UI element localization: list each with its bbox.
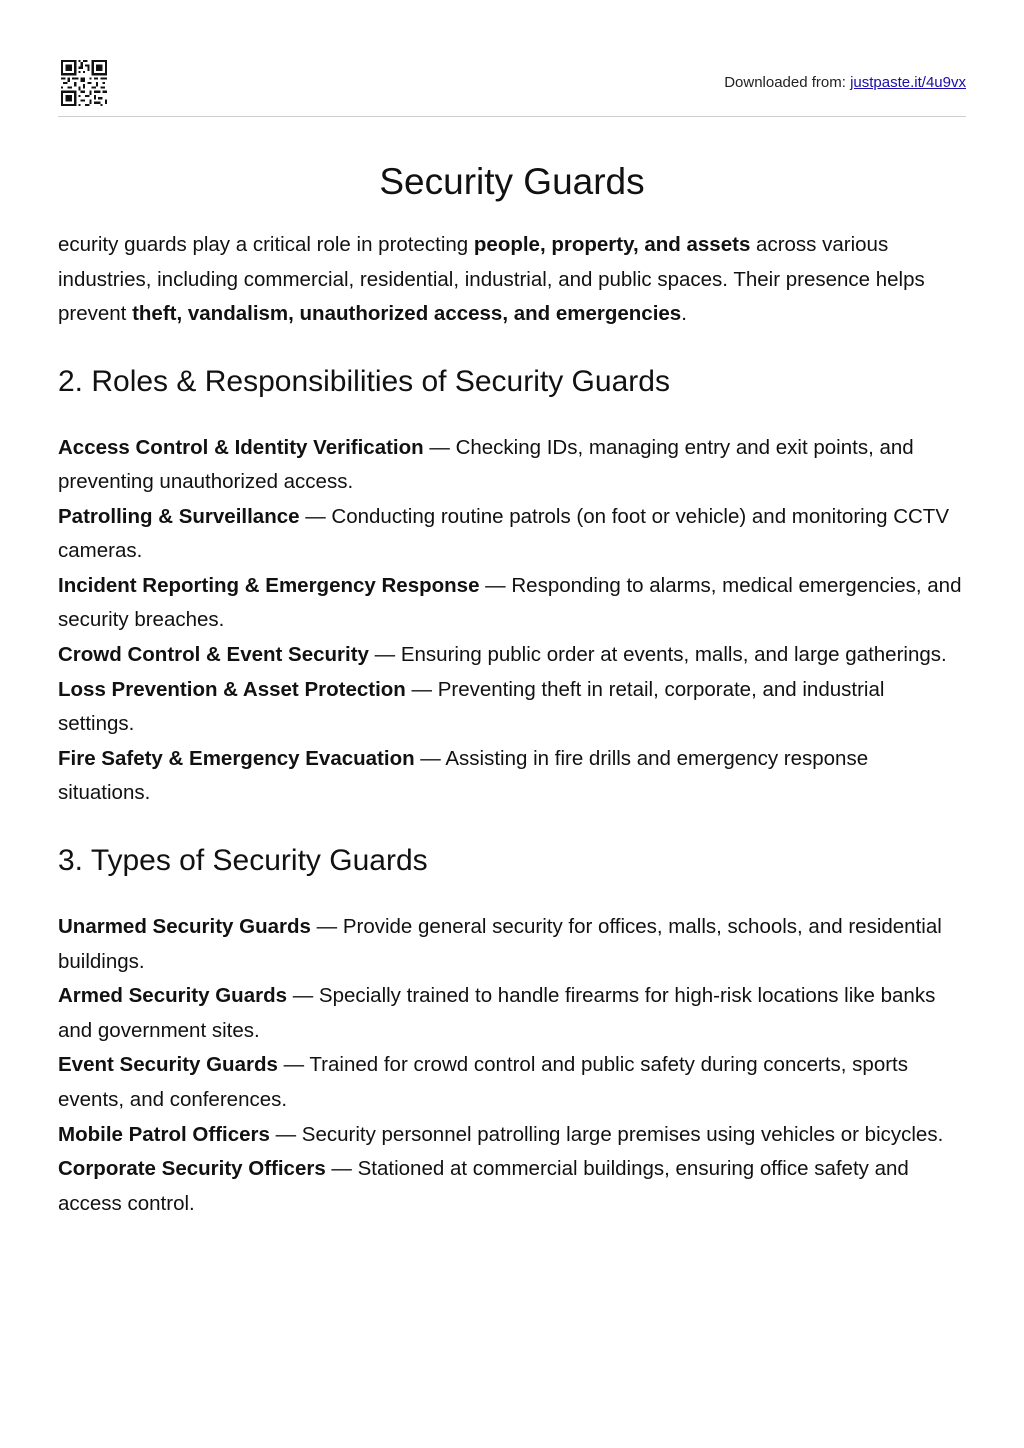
intro-paragraph — [58, 228, 966, 332]
item-description: — Preventing theft in retail, corporate, and industrial settings. — [58, 677, 885, 736]
item-description: — Specially trained to handle firearms for high-risk locations like banks and government sites. — [58, 984, 936, 1042]
item-term: Patrolling & Surveillance — [58, 504, 300, 528]
intro-text-3: . — [681, 302, 687, 325]
item-description: — Trained for crowd control and public safety during concerts, sports events, and conferences. — [58, 1053, 908, 1111]
page-header — [58, 0, 966, 117]
item-term: Corporate Security Officers — [58, 1157, 326, 1181]
item-term: Crowd Control & Event Security — [58, 643, 369, 667]
types-list — [58, 910, 966, 1221]
roles-list — [58, 431, 966, 812]
item-term: Armed Security Guards — [58, 984, 287, 1008]
intro-emphasis-1: people, property, and assets — [473, 233, 751, 256]
list-item — [58, 979, 966, 1048]
list-item — [58, 500, 966, 569]
roles-heading: 2. Roles & Responsibilities of Security Guards — [58, 364, 670, 398]
download-source — [724, 74, 966, 91]
item-term: Access Control & Identity Verification — [58, 435, 424, 459]
item-term: Loss Prevention & Asset Protection — [58, 677, 406, 701]
intro-emphasis-2: theft, vandalism, unauthorized access, and emergencies — [132, 302, 682, 325]
intro-text-2: across various industries, including commercial, residential, industrial, and public spaces. Their presence helps prevent — [58, 233, 925, 325]
list-item — [58, 638, 966, 673]
list-item — [58, 910, 966, 979]
item-description: — Provide general security for offices, malls, schools, and residential buildings. — [58, 915, 942, 973]
qr-code-icon — [61, 60, 107, 106]
list-item — [58, 431, 966, 500]
list-item — [58, 569, 966, 638]
item-term: Incident Reporting & Emergency Response — [58, 573, 480, 597]
item-description: — Ensuring public order at events, malls, and large gatherings. — [368, 643, 947, 667]
list-item — [58, 673, 966, 742]
item-description: — Security personnel patrolling large premises using vehicles or bicycles. — [269, 1122, 944, 1146]
list-item — [58, 1118, 966, 1153]
types-heading: 3. Types of Security Guards — [58, 844, 428, 878]
document-body — [58, 228, 966, 1221]
intro-text-1: ecurity guards play a critical role in protecting — [58, 233, 474, 256]
document-page — [58, 0, 966, 1215]
list-item — [58, 742, 966, 811]
list-item — [58, 1048, 966, 1117]
download-prefix: Downloaded from: — [724, 74, 851, 91]
list-item — [58, 1152, 966, 1221]
item-term: Mobile Patrol Officers — [58, 1122, 270, 1146]
page-title: Security Guards — [379, 161, 645, 202]
item-description: — Stationed at commercial buildings, ensuring office safety and access control. — [58, 1157, 909, 1215]
item-description: — Checking IDs, managing entry and exit points, and preventing unauthorized access. — [58, 435, 914, 494]
source-link[interactable]: justpaste.it/4u9vx — [850, 74, 966, 91]
item-description: — Responding to alarms, medical emergencies, and security breaches. — [58, 573, 962, 632]
item-description: — Conducting routine patrols (on foot or vehicle) and monitoring CCTV cameras. — [58, 504, 949, 563]
item-term: Event Security Guards — [58, 1053, 278, 1077]
item-term: Fire Safety & Emergency Evacuation — [58, 746, 415, 770]
item-term: Unarmed Security Guards — [58, 915, 311, 939]
item-description: — Assisting in fire drills and emergency response situations. — [58, 746, 869, 805]
